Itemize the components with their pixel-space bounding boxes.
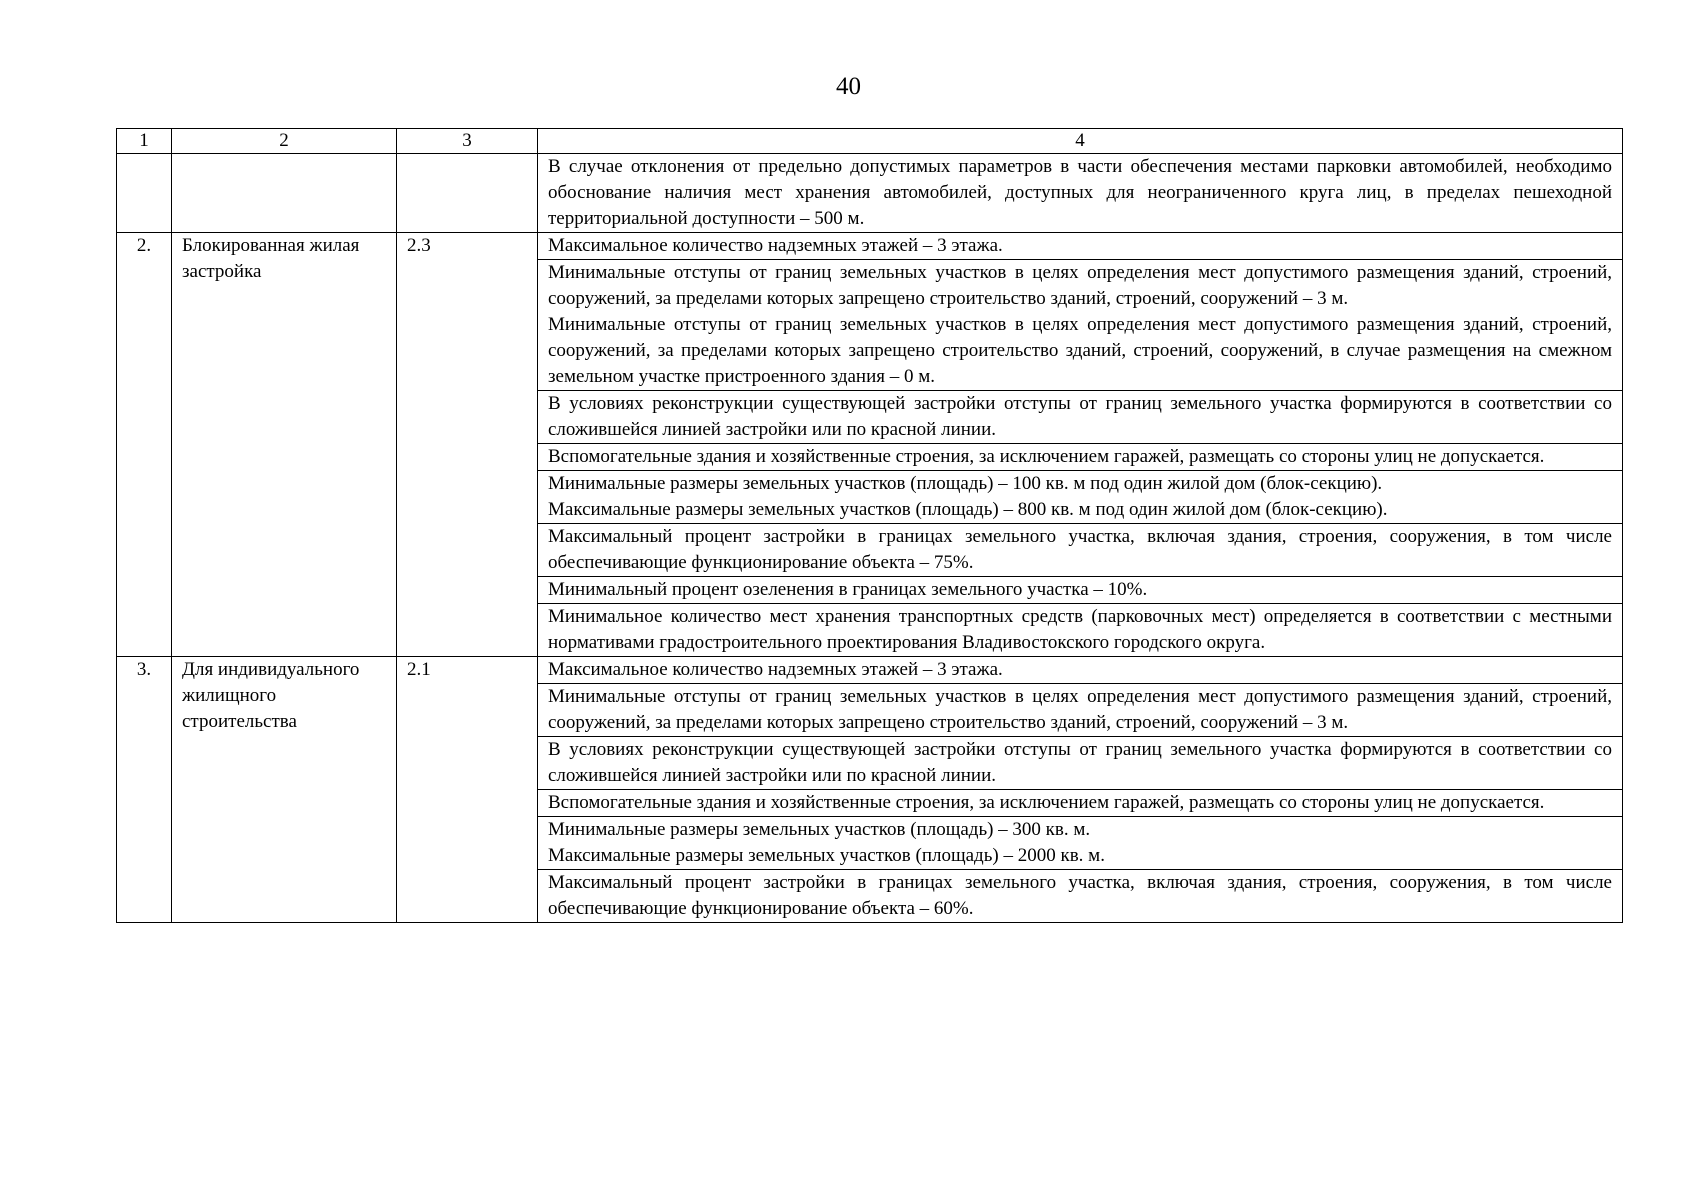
param-cell (538, 604, 1623, 657)
param-cell (538, 391, 1623, 444)
land-use-name: Для индивидуального жилищного строительства (172, 657, 397, 923)
param-cell (538, 790, 1623, 817)
param-cell (538, 233, 1623, 260)
param-cell (538, 737, 1623, 790)
param-cell (538, 471, 1623, 524)
param-text: Максимальный процент застройки в границах земельного участка, включая здания, строения, сооружения, в том числе обеспечивающие функционирование объекта – 60%. (548, 872, 1612, 919)
page-number: 40 (836, 73, 861, 100)
param-text: Максимальный процент застройки в границах земельного участка, включая здания, строения, сооружения, в том числе обеспечивающие функционирование объекта – 75%. (548, 526, 1612, 573)
param-text: Минимальные отступы от границ земельных участков в целях определения мест допустимого размещения зданий, строений, сооружений, за пределами которых запрещено строительство зданий, строений, сооружений – 3 м. (548, 262, 1612, 309)
param-cell (538, 684, 1623, 737)
table-row (117, 657, 1623, 684)
param-text: Минимальные размеры земельных участков (площадь) – 300 кв. м. (548, 819, 1091, 840)
land-use-code: 2.1 (397, 657, 538, 923)
param-cell (538, 444, 1623, 471)
header-col-1: 1 (117, 129, 172, 154)
param-cell (538, 870, 1623, 923)
param-text: Вспомогательные здания и хозяйственные строения, за исключением гаражей, размещать со стороны улиц не допускается. (548, 792, 1545, 813)
param-text: Минимальные размеры земельных участков (площадь) – 100 кв. м под один жилой дом (блок-секцию). (548, 473, 1383, 494)
param-text: Вспомогательные здания и хозяйственные строения, за исключением гаражей, размещать со стороны улиц не допускается. (548, 446, 1545, 467)
param-text: В условиях реконструкции существующей застройки отступы от границ земельного участка формируются в соответствии со сложившейся линией застройки или по красной линии. (548, 393, 1612, 440)
param-cell (538, 524, 1623, 577)
param-text: Максимальные размеры земельных участков (площадь) – 800 кв. м под один жилой дом (блок-секцию). (548, 499, 1388, 520)
param-text: В условиях реконструкции существующей застройки отступы от границ земельного участка формируются в соответствии со сложившейся линией застройки или по красной линии. (548, 739, 1612, 786)
param-text: Минимальный процент озеленения в границах земельного участка – 10%. (548, 579, 1148, 600)
header-col-4: 4 (538, 129, 1623, 154)
land-use-code: 2.3 (397, 233, 538, 657)
table-row (117, 233, 1623, 260)
land-use-name: Блокированная жилая застройка (172, 233, 397, 657)
header-row (117, 129, 1623, 154)
header-col-2: 2 (172, 129, 397, 154)
param-cell (538, 154, 1623, 233)
row-number: 2. (117, 233, 172, 657)
param-text: Минимальные отступы от границ земельных участков в целях определения мест допустимого размещения зданий, строений, сооружений, за пределами которых запрещено строительство зданий, строений, сооружений, в случае размещения на смежном земельном участке пристроенного здания – 0 м. (548, 314, 1612, 387)
param-cell (538, 260, 1623, 391)
empty-cell (397, 154, 538, 233)
param-cell (538, 657, 1623, 684)
empty-cell (172, 154, 397, 233)
param-cell (538, 817, 1623, 870)
empty-cell (117, 154, 172, 233)
continuation-row (117, 154, 1623, 233)
param-text: Максимальное количество надземных этажей – 3 этажа. (548, 659, 1003, 680)
param-text: Минимальные отступы от границ земельных участков в целях определения мест допустимого размещения зданий, строений, сооружений, за пределами которых запрещено строительство зданий, строений, сооружений – 3 м. (548, 686, 1612, 733)
param-text: Минимальное количество мест хранения транспортных средств (парковочных мест) определяется в соответствии с местными нормативами градостроительного проектирования Владивостокского городского округа. (548, 606, 1612, 653)
param-text: Максимальное количество надземных этажей – 3 этажа. (548, 235, 1003, 256)
header-col-3: 3 (397, 129, 538, 154)
param-text: В случае отклонения от предельно допустимых параметров в части обеспечения местами парковки автомобилей, необходимо обоснование наличия мест хранения автомобилей, доступных для неограниченного круга лиц, в пределах пешеходной территориальной доступности – 500 м. (548, 156, 1612, 229)
zoning-parameters-table (116, 128, 1623, 923)
row-number: 3. (117, 657, 172, 923)
param-text: Максимальные размеры земельных участков (площадь) – 2000 кв. м. (548, 845, 1105, 866)
param-cell (538, 577, 1623, 604)
